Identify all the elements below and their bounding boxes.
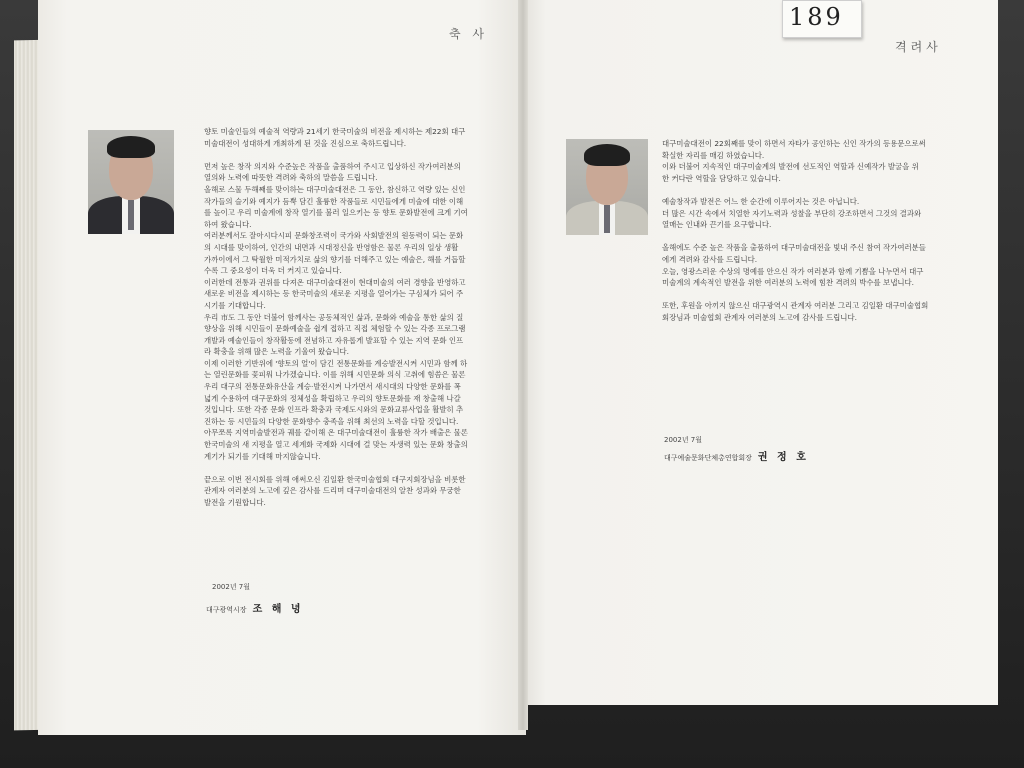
right-page-heading: 격려사 [895, 40, 942, 54]
body-line: 열의와 노력에 따뜻한 격려와 축하의 말씀을 드립니다. [204, 173, 378, 183]
body-line: 것입니다. 또한 각종 문화 인프라 확충과 국제도시와의 문화교류사업을 활발히 추 [204, 405, 464, 415]
body-line: 진하는 등 시민들의 다양한 문화향수 충족을 위해 최선의 노력을 다할 것입니다. [204, 416, 459, 426]
body-line: 열매는 인내와 끈기를 요구합니다. [662, 220, 772, 230]
left-page-date: 2002년 7월 [212, 583, 251, 591]
body-line: 한국미술의 새 지평을 열고 세계화 국제화 시대에 걸 맞는 자생력 있는 문화 창출의 [204, 440, 468, 450]
body-line: 먼저 높은 창작 의지와 수준높은 작품을 출품하여 주시고 입상하신 작가여러분의 [204, 161, 461, 171]
body-line: 라 확충을 위해 많은 노력을 기울여 왔습니다. [204, 347, 349, 357]
left-signature-title: 대구광역시장 [206, 606, 247, 614]
body-line: 의 시대를 맞이하여, 인간의 내면과 시대정신을 반영함은 물론 우리의 일상 생활 [204, 242, 459, 252]
body-line: 새로운 비전을 제시하는 등 한국미술의 새로운 지평을 열어가는 구심체가 되어 주 [204, 289, 464, 299]
body-line: 는 열린문화를 꽃피워 나가겠습니다. 이를 위해 시민문화 의식 고취에 힘씀은 물론 [204, 370, 466, 380]
right-page-signature [664, 448, 809, 463]
body-line: 수록 그 중요성이 더욱 더 커지고 있습니다. [204, 266, 342, 276]
body-line: 관계자 여러분의 노고에 깊은 감사를 드리며 대구미술대전의 알찬 성과와 무궁한 [204, 486, 461, 496]
left-page-body [204, 126, 496, 509]
body-line [662, 184, 962, 196]
body-line: 올해에도 수준 높은 작품을 출품하여 대구미술대전을 빛내 주신 참여 작가여러분들 [662, 243, 926, 253]
body-line: 회장님과 미술협회 관계자 여러분의 노고에 감사를 드립니다. [662, 312, 857, 322]
body-line: 작가들의 슬기와 예지가 듬뿍 담긴 훌륭한 작품들로 시민들에게 미술에 대한 이해 [204, 196, 464, 206]
body-line: 미술대전이 성대하게 개최하게 된 것을 진심으로 축하드립니다. [204, 138, 407, 148]
body-line: 확실한 자리를 매김 하였습니다. [662, 150, 765, 160]
body-line: 를 높이고 우리 미술계에 창작 열기를 불러 일으키는 등 향토 문화발전에 크게 기여 [204, 208, 468, 218]
body-line: 아무쪼록 지역미술발전과 궤를 같이해 온 대구미술대전이 훌륭한 작가 배출은 물론 [204, 428, 468, 438]
right-page [522, 0, 998, 705]
body-line: 미술계의 계속적인 발전을 위한 여러분의 노력에 힘찬 격려의 박수를 보냅니다. [662, 278, 914, 288]
portrait-hair [584, 144, 630, 166]
body-line: 향상을 위해 시민들이 문화예술을 쉽게 접하고 직접 체험할 수 있는 각종 프로그램 [204, 324, 466, 334]
body-line: 끝으로 이번 전시회를 위해 애써오신 김일환 한국미술협회 대구지회장님을 비롯한 [204, 474, 466, 484]
page-number-tag-text: 189 [789, 3, 844, 31]
body-line: 발전을 기원합니다. [204, 498, 266, 507]
right-page-date: 2002년 7월 [664, 436, 703, 444]
body-line: 이제 이러한 기반위에 '향토의 얼'이 담긴 전통문화를 계승발전시켜 시민과 함께 하 [204, 358, 468, 368]
body-line: 시기를 기대합니다. [204, 300, 266, 310]
body-line [662, 231, 962, 243]
body-line: 향토 미술인들의 예술적 역량과 21세기 한국미술의 비전을 제시하는 제22회 대구 [204, 127, 466, 136]
body-line: 개발과 예술인들이 창작활동에 전념하고 자유롭게 발표할 수 있는 지역 문화 인프 [204, 335, 464, 345]
body-line: 우리 대구의 전통문화유산을 계승·발전시켜 나가면서 새시대의 다양한 문화를 폭 [204, 382, 461, 392]
book-gutter [518, 0, 528, 730]
left-page-heading: 축 사 [449, 27, 488, 41]
body-line: 올해로 스물 두해째를 맞이하는 대구미술대전은 그 동안, 참신하고 역량 있는 신인 [204, 184, 466, 194]
body-line: 더 많은 시간 속에서 치열한 자기노력과 성찰을 부단히 강조하면서 그것의 결과와 [662, 208, 922, 218]
body-line: 계기가 되기를 기대해 마지않습니다. [204, 451, 321, 461]
body-line: 하여 왔습니다. [204, 219, 252, 229]
right-page-body [662, 138, 962, 324]
body-line: 대구미술대전이 22회째를 맞이 하면서 자타가 공인하는 신인 작가의 등용문으로써 [662, 139, 926, 148]
body-line [204, 462, 496, 474]
right-signature-name: 권 정 호 [757, 452, 809, 463]
left-signature-name: 조 해 녕 [252, 604, 304, 615]
portrait-tie [128, 200, 134, 230]
body-line [204, 149, 496, 161]
body-line [662, 289, 962, 301]
body-line: 가까이에서 그 탁월한 미적가치로 삶의 향기를 더해주고 있는 예술은, 해를 거듭할 [204, 254, 466, 264]
page-number-tag [782, 0, 862, 38]
portrait-hair [107, 136, 155, 158]
body-line: 우리 市도 그 동안 더불어 함께사는 공동체적인 삶과, 문화와 예술을 통한 삶의 질 [204, 312, 464, 322]
body-line: 이와 더불어 지속적인 대구미술계의 발전에 선도적인 역할과 신예작가 발굴을 위 [662, 162, 919, 172]
body-line: 넓게 수용하여 대구문화의 정체성을 확립하고 우리의 향토문화를 재 창출해 나갈 [204, 393, 461, 403]
body-line: 또한, 후원을 아끼지 않으신 대구광역시 관계자 여러분 그리고 김일환 대구미술협회 [662, 301, 929, 311]
body-line: 한 커다란 역할을 담당하고 있습니다. [662, 173, 781, 183]
portrait-photo-left [88, 130, 174, 234]
body-line: 여러분께서도 잘아시다시피 문화창조력이 국가와 사회발전의 원동력이 되는 문화 [204, 231, 464, 241]
body-line: 오늘, 영광스러운 수상의 명예를 안으신 작가 여러분과 함께 기쁨을 나누면서 대구 [662, 266, 924, 276]
right-signature-title: 대구예술문화단체총연합회장 [664, 454, 752, 462]
body-line: 예술창작과 발전은 어느 한 순간에 이루어지는 것은 아닙니다. [662, 196, 860, 206]
portrait-photo-right [566, 139, 648, 235]
body-line: 이러한데 전통과 권위를 다져온 대구미술대전이 현대미술의 여러 경향을 반영하고 [204, 277, 466, 287]
body-line: 에게 격려와 감사를 드립니다. [662, 254, 758, 264]
portrait-tie [604, 205, 610, 233]
left-page-signature [206, 600, 304, 615]
